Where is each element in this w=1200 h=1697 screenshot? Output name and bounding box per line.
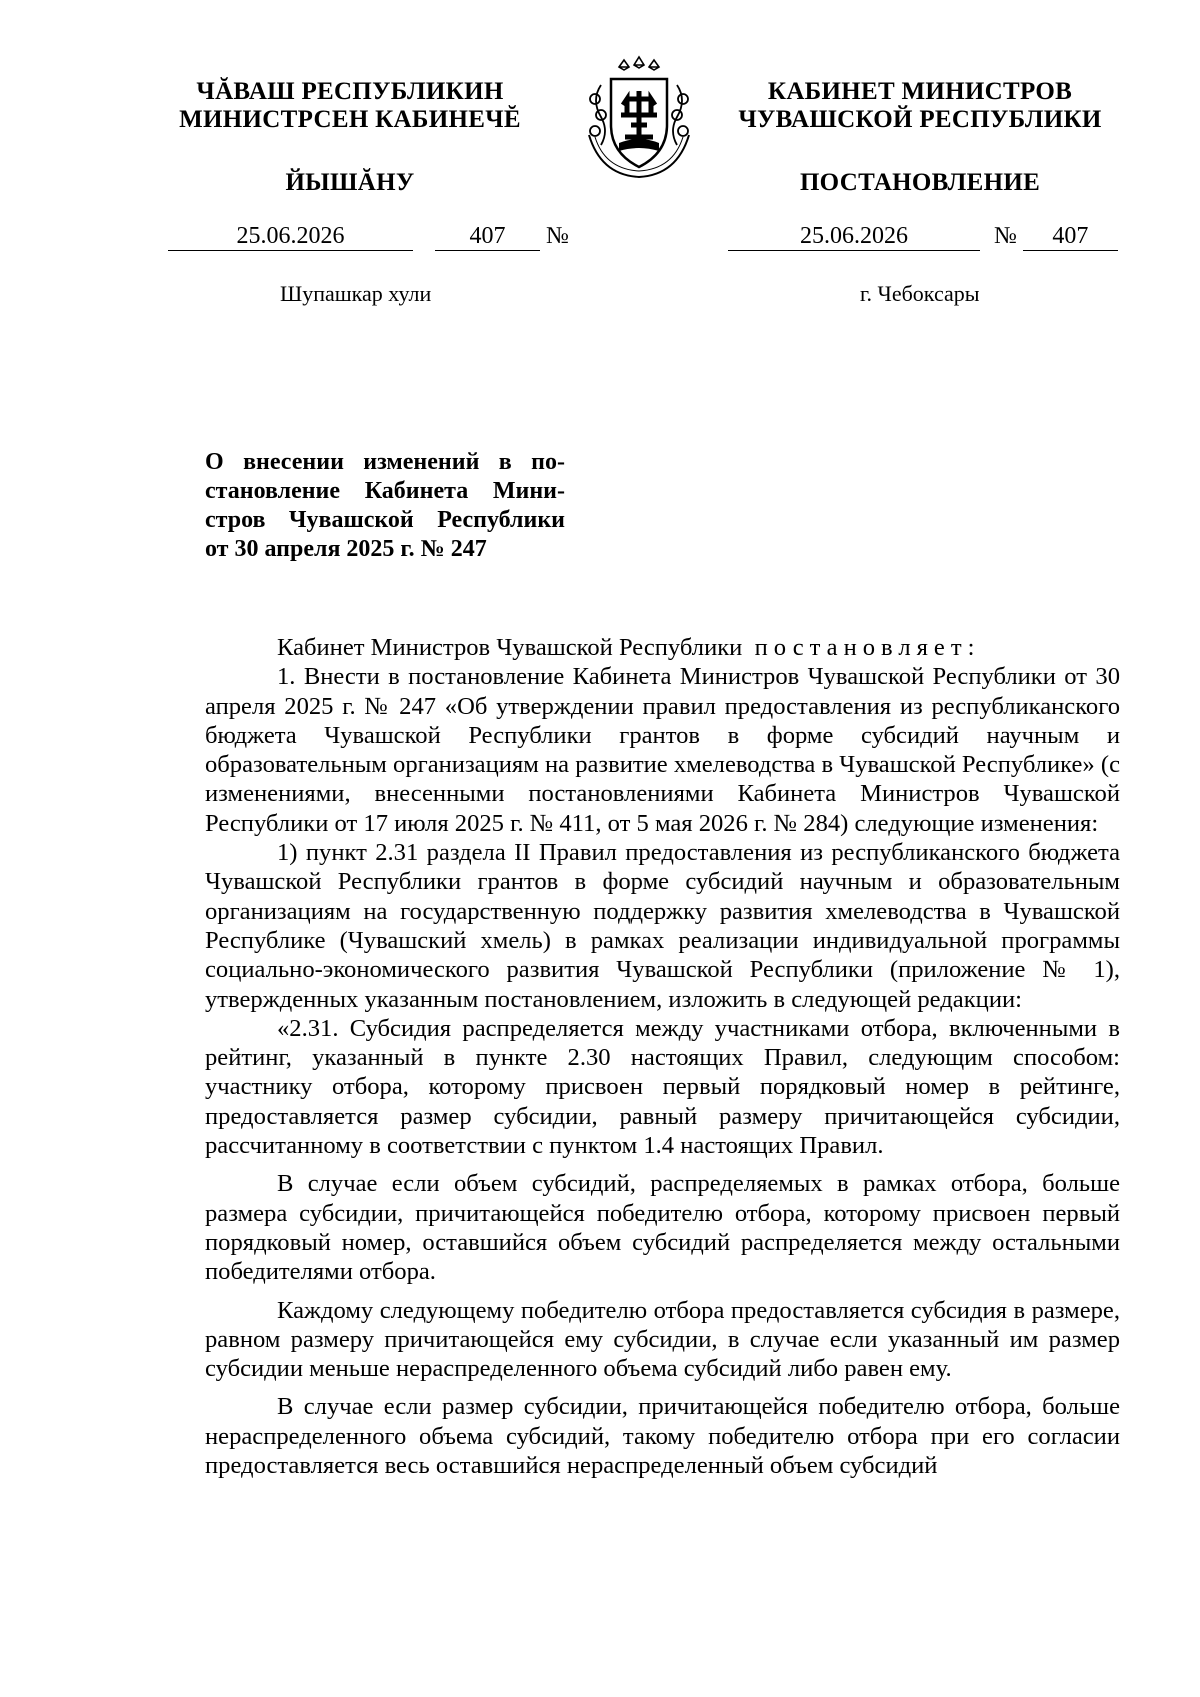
left-date: 25.06.2026 <box>168 222 413 251</box>
right-num-sign: № <box>994 223 1017 249</box>
city-right: г. Чебоксары <box>860 281 980 306</box>
left-title-line2: МИНИСТРСЕН КАБИНЕЧĔ <box>179 106 521 133</box>
subject-line: становление Кабинета Мини- <box>205 478 565 504</box>
city-left: Шупашкар хули <box>280 281 432 306</box>
left-doc-kind: ЙЫШĂНУ <box>285 169 415 196</box>
left-date-number-line <box>168 222 569 251</box>
body-paragraph: В случае если размер субсидии, причитающейся победителю отбора, больше нераспределенного объема субсидий, такому победителю отбора при его согласии предоставляется весь оставшийся нераспределенный объем субсидий <box>205 1393 1120 1480</box>
left-number: 407 <box>435 222 540 251</box>
body-paragraph: «2.31. Субсидия распределяется между участниками отбора, включенными в рейтинг, указанный в пункте 2.30 настоящих Правил, следующим способом: участнику отбора, которому присвоен первый порядковый номер в рейтинге, предоставляется размер субсидии, равный размеру причитающейся субсидии, рассчитанному в соответствии с пунктом 1.4 настоящих Правил. <box>205 1014 1120 1160</box>
subject-line: О внесении изменений в по- <box>205 449 565 475</box>
body-paragraph: 1. Внести в постановление Кабинета Министров Чувашской Республики от 30 апреля 2025 г. № 247 «Об утверждении правил предоставления из республиканского бюджета Чувашской Республики грантов в форме субсидий научным и образовательным организациям на развитие хмелеводства в Чувашской Республике» (с изменениями, внесенными постановлениями Кабинета Министров Чувашской Республики от 17 июля 2025 г. № 411, от 5 мая 2026 г. № 284) следующие изменения: <box>205 663 1120 837</box>
document-body <box>205 633 1120 1480</box>
header-right <box>695 78 1145 197</box>
right-title-line2: ЧУВАШСКОЙ РЕСПУБЛИКИ <box>738 106 1102 133</box>
preamble-text: Кабинет Министров Чувашской Республики <box>277 634 743 661</box>
left-num-sign: № <box>546 223 569 249</box>
subject-line: стров Чувашской Республики <box>205 507 565 533</box>
right-date: 25.06.2026 <box>728 222 980 251</box>
header-left <box>120 78 580 197</box>
preamble-verb: постановляет: <box>754 634 981 661</box>
left-title-line1: ЧĂВАШ РЕСПУБЛИКИН <box>196 78 504 105</box>
body-paragraph: Каждому следующему победителю отбора предоставляется субсидия в размере, равном размеру причитающейся ему субсидии, в случае если указанный им размер субсидии меньше нераспределенного объема субсидий либо равен ему. <box>205 1296 1120 1383</box>
right-title-line1: КАБИНЕТ МИНИСТРОВ <box>767 78 1073 105</box>
body-paragraph: В случае если объем субсидий, распределяемых в рамках отбора, больше размера субсидии, причитающейся победителю отбора, которому присвоен первый порядковый номер, оставшийся объем субсидий распределяется между остальными победителями отбора. <box>205 1170 1120 1286</box>
right-number: 407 <box>1023 222 1118 251</box>
right-date-number-line <box>728 222 1118 251</box>
body-paragraph: 1) пункт 2.31 раздела II Правил предоставления из республиканского бюджета Чувашской Республики грантов в форме субсидий научным и образовательным организациям на государственную поддержку развития хмелеводства в Чувашской Республике (Чувашский хмель) в рамках реализации индивидуальной программы социально-экономического развития Чувашской Республики (приложение № 1), утвержденных указанным постановлением, изложить в следующей редакции: <box>205 839 1120 1013</box>
document-subject <box>205 448 565 564</box>
subject-line: от 30 апреля 2025 г. № 247 <box>205 536 487 562</box>
right-doc-kind: ПОСТАНОВЛЕНИЕ <box>799 169 1041 196</box>
preamble <box>205 633 1120 662</box>
chuvash-republic-emblem-icon <box>571 55 707 181</box>
